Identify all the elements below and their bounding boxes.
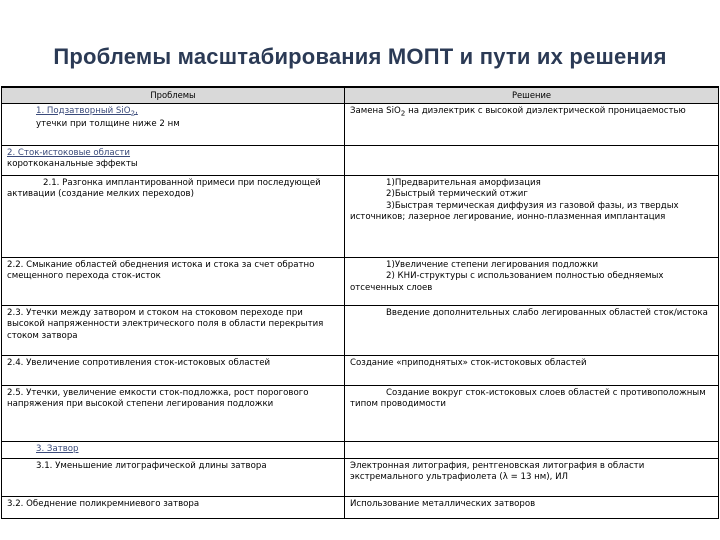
table-row — [2, 385, 719, 441]
solution-cell: 1)Предварительная аморфизация 2)Быстрый термический отжиг 3)Быстрая термическая диффузия из газовой фазы, из твердых источников; лазерное легирование, ионно-плазменная имплантация — [345, 175, 719, 257]
solution-cell — [345, 145, 719, 175]
solution-cell: Замена SiO$_2$ на диэлектрик с высокой диэлектрической проницаемостью — [345, 103, 719, 145]
solution-cell: Использование металлических затворов — [345, 496, 719, 518]
problem-cell: 3.2. Обеднение поликремниевого затвора — [2, 496, 345, 518]
problem-cell: 2.2. Смыкание областей обеднения истока и стока за счет обратно смещенного перехода сток-исток — [2, 257, 345, 305]
solution-cell: Электронная литография, рентгеновская литография в области экстремального ультрафиолета (λ = 13 нм), ИЛ — [345, 458, 719, 496]
page-title: Проблемы масштабирования МОПТ и пути их решения — [53, 44, 667, 69]
table-row — [2, 458, 719, 496]
problem-link[interactable]: 1. Подзатворный SiO$_2$, — [36, 105, 138, 118]
solution-cell: Создание вокруг сток-истоковых слоев областей с противоположным типом проводимости — [345, 385, 719, 441]
solution-cell: Введение дополнительных слабо легированных областей сток/истока — [345, 305, 719, 355]
problem-cell: 1. Подзатворный SiO$_2$, утечки при толщине ниже 2 нм — [2, 103, 345, 145]
section-cell — [2, 441, 345, 458]
empty-cell — [345, 441, 719, 458]
table-row — [2, 355, 719, 385]
problem-cell: 2. Сток-истоковые области короткоканальные эффекты — [2, 145, 345, 175]
table-row — [2, 257, 719, 305]
problem-cell: 2.1. Разгонка имплантированной примеси при последующей активации (создание мелких переходов) — [2, 175, 345, 257]
table-header-row — [2, 87, 719, 103]
header-problems: Проблемы — [2, 87, 345, 103]
problem-cell: 2.4. Увеличение сопротивления сток-истоковых областей — [2, 355, 345, 385]
table-row — [2, 305, 719, 355]
table-row — [2, 145, 719, 175]
problem-link[interactable]: 2. Сток-истоковые области — [7, 147, 131, 158]
table-row — [2, 496, 719, 518]
problem-cell: 3.1. Уменьшение литографической длины затвора — [2, 458, 345, 496]
solution-cell: 1)Увеличение степени легирования подложки 2) КНИ-структуры с использованием полностью обедняемых отсеченных слоев — [345, 257, 719, 305]
table-row — [2, 103, 719, 145]
table-row — [2, 441, 719, 458]
problems-solutions-table — [1, 86, 719, 519]
table-row — [2, 175, 719, 257]
problem-cell: 2.3. Утечки между затвором и стоком на стоковом переходе при высокой напряженности электрического поля в области перекрытия стоком затвора — [2, 305, 345, 355]
solution-cell: Создание «приподнятых» сток-истоковых областей — [345, 355, 719, 385]
header-solutions: Решение — [345, 87, 719, 103]
section-link-gate[interactable]: 3. Затвор — [36, 443, 79, 454]
problem-cell: 2.5. Утечки, увеличение емкости сток-подложка, рост порогового напряжения при высокой степени легирования подложки — [2, 385, 345, 441]
